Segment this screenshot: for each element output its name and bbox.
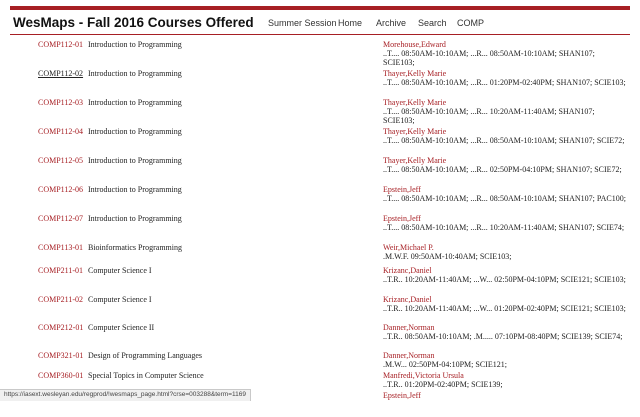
course-title: Introduction to Programming <box>88 40 182 49</box>
instructor-link[interactable]: Thayer,Kelly Marie <box>383 156 447 165</box>
course-code-link[interactable]: COMP112-06 <box>38 185 84 194</box>
course-code-link[interactable]: COMP360-01 <box>38 371 84 380</box>
course-title: Special Topics in Computer Science <box>88 371 204 380</box>
course-title: Introduction to Programming <box>88 214 182 223</box>
course-code-link[interactable]: COMP211-01 <box>38 266 84 275</box>
course-row <box>0 295 640 321</box>
instructor-link[interactable]: Krizanc,Daniel <box>383 266 432 275</box>
course-code-link[interactable]: COMP113-01 <box>38 243 84 252</box>
course-code-link[interactable]: COMP211-02 <box>38 295 84 304</box>
instructor-link[interactable]: Epstein,Jeff <box>383 214 421 223</box>
page-title: WesMaps - Fall 2016 Courses Offered <box>13 15 254 30</box>
top-accent-bar <box>10 6 630 10</box>
course-title: Introduction to Programming <box>88 69 182 78</box>
course-row <box>0 69 640 95</box>
nav-search[interactable]: Search <box>418 18 447 28</box>
course-schedule: ..T.R.. 01:20PM-02:40PM; SCIE139; <box>383 380 503 389</box>
course-title: Computer Science I <box>88 266 152 275</box>
course-schedule: ..T.... 08:50AM-10:10AM; ...R... 08:50AM-10:10AM; SHAN107; SCIE72; <box>383 136 625 145</box>
instructor-link[interactable]: Weir,Michael P. <box>383 243 434 252</box>
course-schedule: ..T.... 08:50AM-10:10AM; ...R... 08:50AM-10:10AM; SHAN107; SCIE103; <box>383 49 595 67</box>
course-schedule: ..T.R.. 10:20AM-11:40AM; ...W... 01:20PM-02:40PM; SCIE121; SCIE103; <box>383 304 626 313</box>
header-rule <box>10 34 630 35</box>
course-row <box>0 185 640 211</box>
status-bar-url: https://iasext.wesleyan.edu/regprod/!wesmaps_page.html?crse=003288&term=1169 <box>0 389 251 401</box>
instructor-link[interactable]: Manfredi,Victoria Ursula <box>383 371 464 380</box>
course-code-link[interactable]: COMP112-03 <box>38 98 84 107</box>
course-title: Computer Science II <box>88 323 155 332</box>
nav-home[interactable]: Home <box>338 18 363 28</box>
course-code-link[interactable]: COMP112-02 <box>38 69 84 78</box>
course-schedule: ..T.... 08:50AM-10:10AM; ...R... 08:50AM-10:10AM; SHAN107; PAC100; <box>383 194 626 203</box>
instructor-link[interactable]: Thayer,Kelly Marie <box>383 69 447 78</box>
course-code-link[interactable]: COMP112-01 <box>38 40 84 49</box>
instructor-link[interactable]: Thayer,Kelly Marie <box>383 127 447 136</box>
course-row <box>0 156 640 182</box>
instructor-link[interactable]: Danner,Norman <box>383 323 435 332</box>
course-code-link[interactable]: COMP112-04 <box>38 127 84 136</box>
course-row <box>0 323 640 349</box>
course-row <box>0 127 640 153</box>
instructor-link[interactable]: Thayer,Kelly Marie <box>383 98 447 107</box>
course-code-link[interactable]: COMP212-01 <box>38 323 84 332</box>
course-schedule: ..T.... 08:50AM-10:10AM; ...R... 10:20AM-11:40AM; SHAN107; SCIE74; <box>383 223 625 232</box>
course-schedule: ..T.R.. 08:50AM-10:10AM; .M..... 07:10PM-08:40PM; SCIE139; SCIE74; <box>383 332 623 341</box>
course-title: Introduction to Programming <box>88 98 182 107</box>
instructor-link[interactable]: Epstein,Jeff <box>383 391 421 400</box>
nav-comp[interactable]: COMP <box>457 18 484 28</box>
course-code-link[interactable]: COMP112-07 <box>38 214 84 223</box>
course-title: Introduction to Programming <box>88 127 182 136</box>
course-schedule: ..T.... 08:50AM-10:10AM; ...R... 01:20PM-02:40PM; SHAN107; SCIE103; <box>383 78 626 87</box>
course-title: Computer Science I <box>88 295 152 304</box>
course-schedule: ..T.... 08:50AM-10:10AM; ...R... 02:50PM-04:10PM; SHAN107; SCIE72; <box>383 165 622 174</box>
course-schedule: ..T.R.. 10:20AM-11:40AM; ...W... 02:50PM-04:10PM; SCIE121; SCIE103; <box>383 275 626 284</box>
instructor-link[interactable]: Danner,Norman <box>383 351 435 360</box>
nav-archive[interactable]: Archive <box>376 18 407 28</box>
instructor-link[interactable]: Epstein,Jeff <box>383 185 421 194</box>
nav-summer-session[interactable]: Summer Session <box>268 18 337 28</box>
course-code-link[interactable]: COMP321-01 <box>38 351 84 360</box>
course-title: Design of Programming Languages <box>88 351 202 360</box>
instructor-link[interactable]: Morehouse,Edward <box>383 40 446 49</box>
course-row <box>0 40 640 66</box>
course-title: Introduction to Programming <box>88 156 182 165</box>
course-title: Introduction to Programming <box>88 185 182 194</box>
course-code-link[interactable]: COMP112-05 <box>38 156 84 165</box>
course-row <box>0 266 640 292</box>
course-schedule: .M.W.F. 09:50AM-10:40AM; SCIE103; <box>383 252 512 261</box>
course-row <box>0 214 640 240</box>
instructor-link[interactable]: Krizanc,Daniel <box>383 295 432 304</box>
course-schedule: .M.W... 02:50PM-04:10PM; SCIE121; <box>383 360 507 369</box>
course-row <box>0 98 640 124</box>
course-schedule: ..T.... 08:50AM-10:10AM; ...R... 10:20AM-11:40AM; SHAN107; SCIE103; <box>383 107 595 125</box>
course-title: Bioinformatics Programming <box>88 243 182 252</box>
